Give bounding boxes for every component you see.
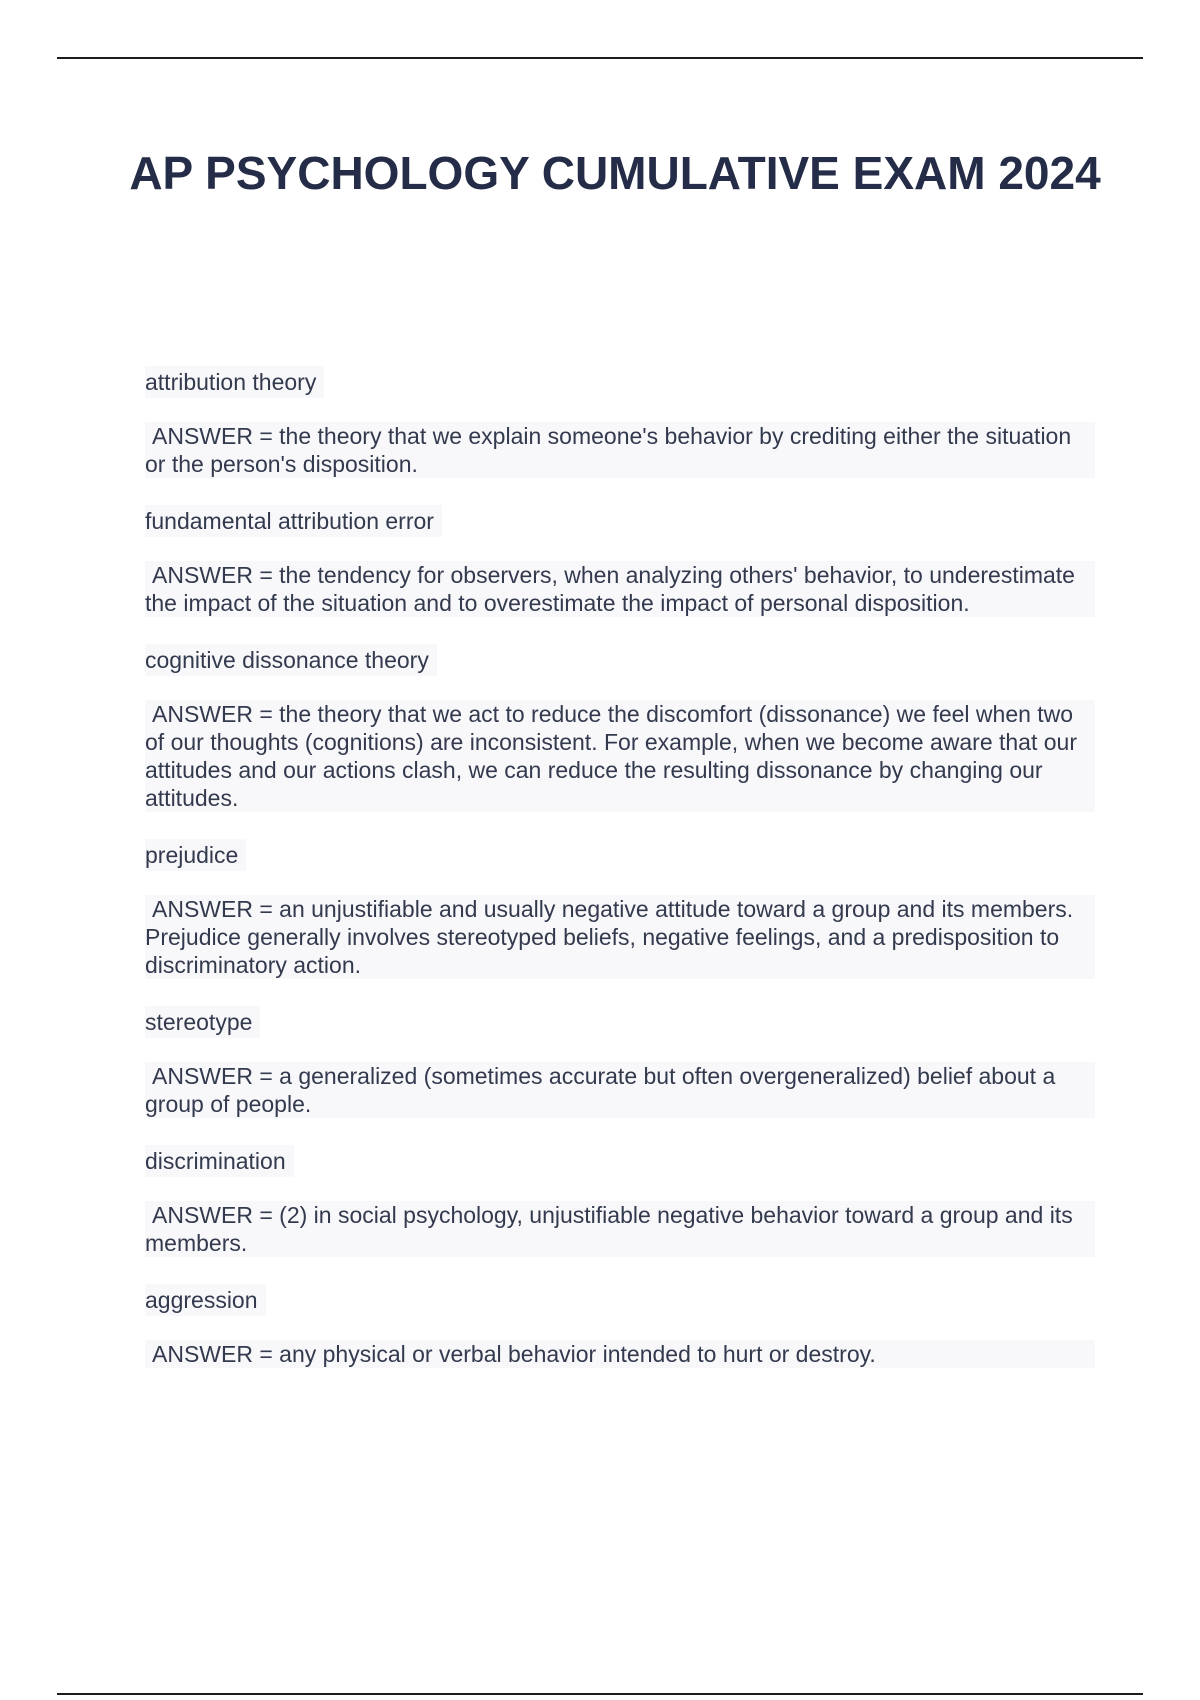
term: fundamental attribution error: [145, 505, 442, 537]
answer: [145, 561, 1095, 617]
header-rule: [57, 57, 1143, 59]
flashcard-list: [145, 366, 1095, 1395]
list-item: [145, 1145, 1095, 1257]
term: aggression: [145, 1284, 266, 1316]
answer: [145, 1062, 1095, 1118]
list-item: [145, 366, 1095, 478]
answer-text: ANSWER = any physical or verbal behavior intended to hurt or destroy.: [152, 1341, 876, 1367]
footer-rule: [57, 1693, 1143, 1695]
answer: [145, 1201, 1095, 1257]
term: stereotype: [145, 1006, 260, 1038]
list-item: [145, 1284, 1095, 1368]
answer-text: ANSWER = an unjustifiable and usually negative attitude toward a group and its members. Prejudice generally involves stereotyped beliefs, negative feelings, and a predisposition to discriminatory action.: [145, 896, 1074, 978]
answer-text: ANSWER = the tendency for observers, when analyzing others' behavior, to underestimate the impact of the situation and to overestimate the impact of personal disposition.: [145, 562, 1075, 616]
term: cognitive dissonance theory: [145, 644, 437, 676]
list-item: [145, 505, 1095, 617]
answer: [145, 895, 1095, 979]
list-item: [145, 839, 1095, 979]
term: prejudice: [145, 839, 246, 871]
answer: [145, 1340, 1095, 1368]
list-item: [145, 644, 1095, 812]
term: attribution theory: [145, 366, 324, 398]
document-title: AP PSYCHOLOGY CUMULATIVE EXAM 2024: [129, 147, 1101, 199]
term: discrimination: [145, 1145, 294, 1177]
answer-text: ANSWER = a generalized (sometimes accurate but often overgeneralized) belief about a group of people.: [145, 1063, 1056, 1117]
answer: [145, 422, 1095, 478]
answer-text: ANSWER = (2) in social psychology, unjustifiable negative behavior toward a group and its members.: [145, 1202, 1073, 1256]
answer-text: ANSWER = the theory that we act to reduce the discomfort (dissonance) we feel when two of our thoughts (cognitions) are inconsistent. For example, when we become aware that our attitudes and our actions clash, we can reduce the resulting dissonance by changing our attitudes.: [145, 701, 1077, 811]
list-item: [145, 1006, 1095, 1118]
answer: [145, 700, 1095, 812]
answer-text: ANSWER = the theory that we explain someone's behavior by crediting either the situation or the person's disposition.: [145, 423, 1072, 477]
